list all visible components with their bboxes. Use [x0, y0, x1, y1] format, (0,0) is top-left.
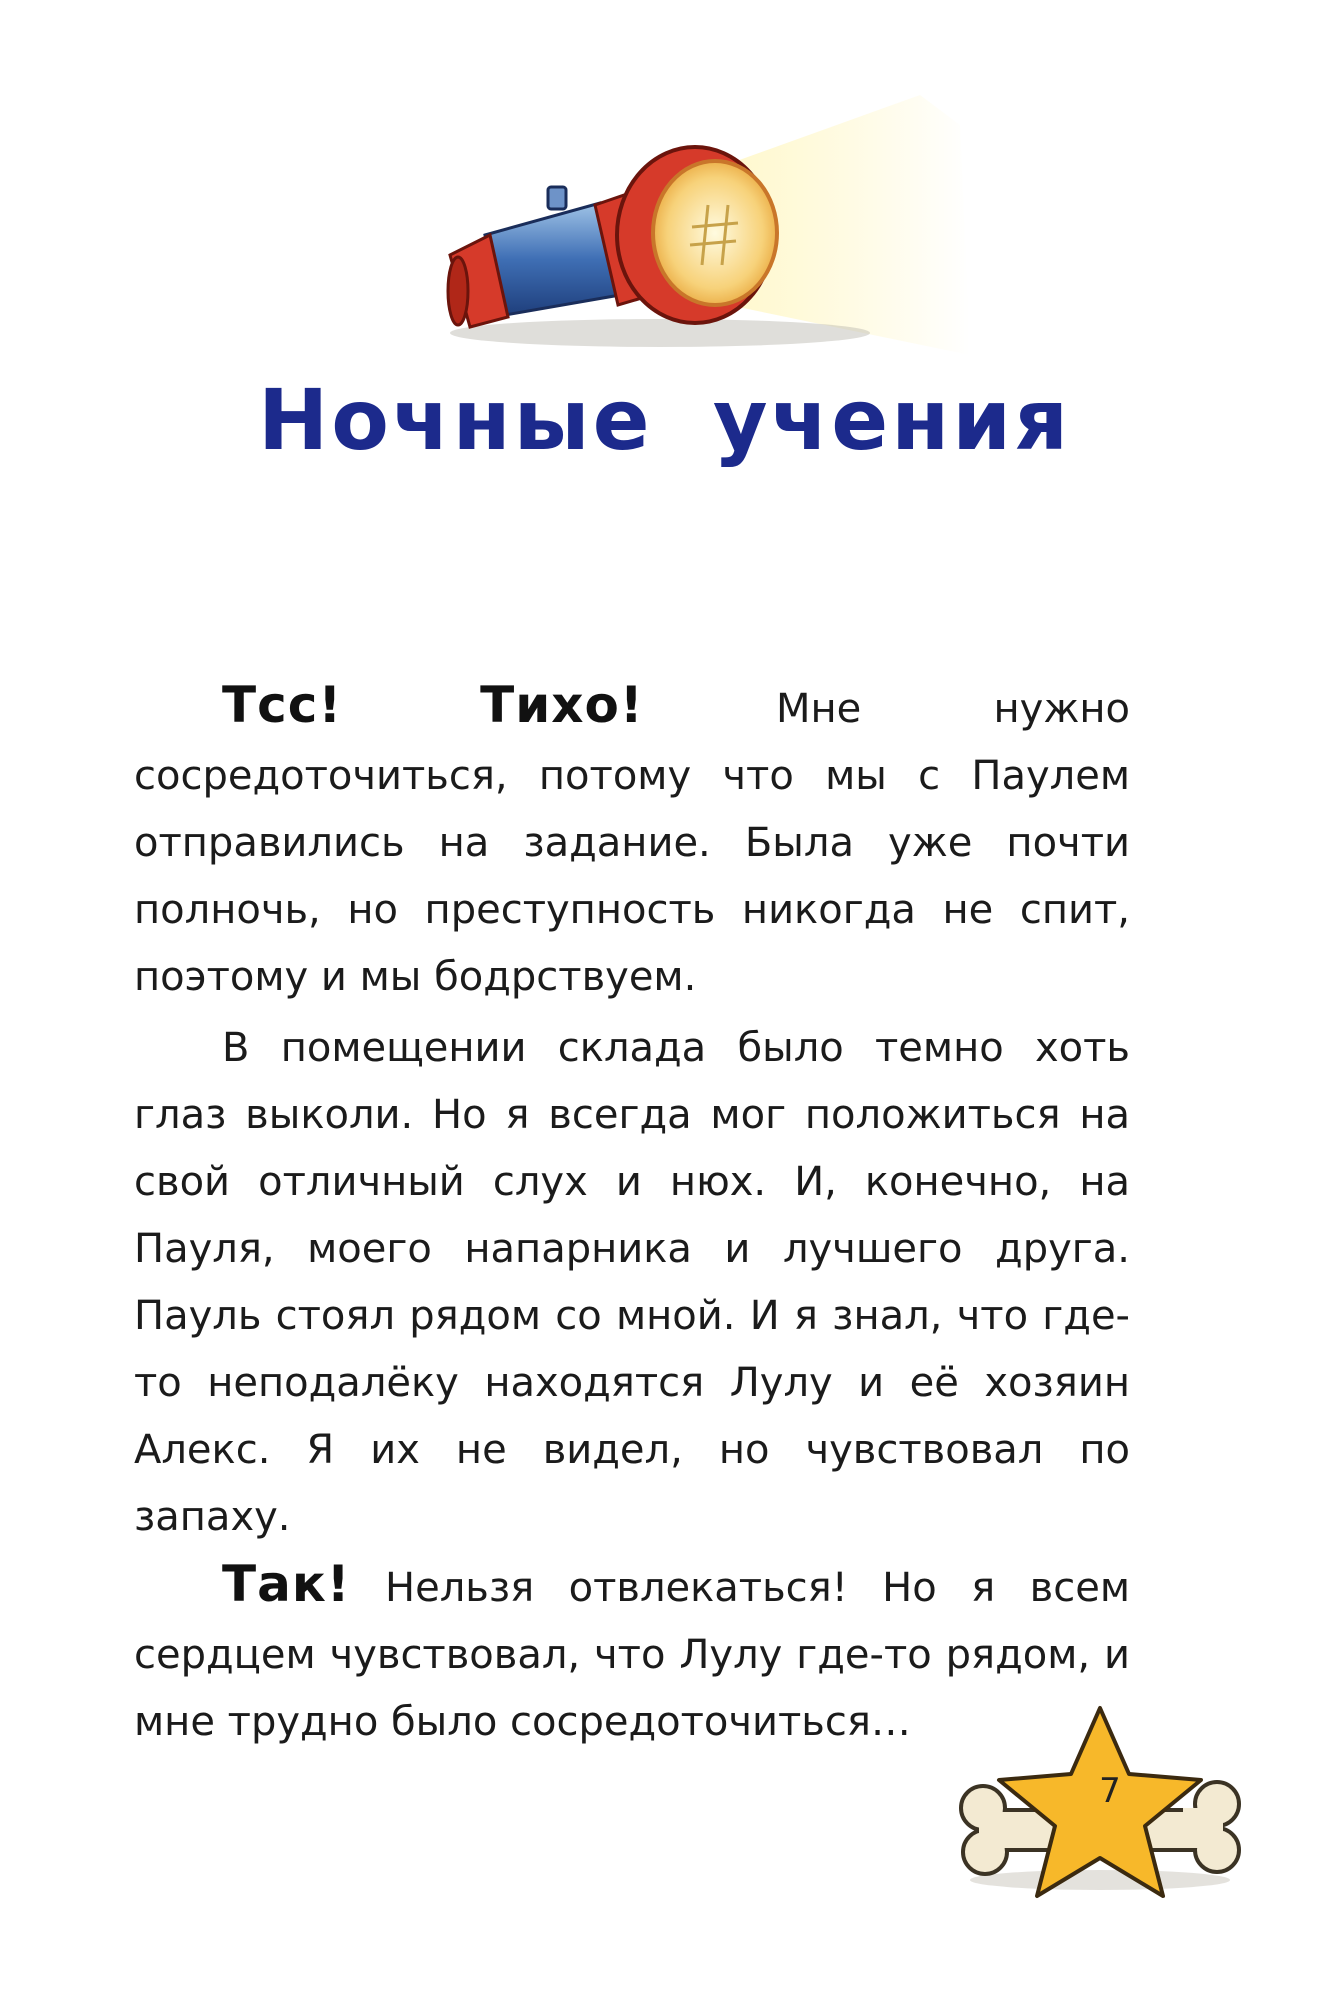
paragraph-text: Нельзя отвлекаться! Но я всем сердцем чувствовал, что Лулу где-то рядом, и мне трудно было сосредоточиться…: [134, 1565, 1130, 1745]
flashlight-icon: [430, 95, 970, 365]
chapter-title: Ночные учения: [257, 371, 1072, 469]
page-number: 7: [1099, 1771, 1121, 1811]
paragraph-text: Мне нужно сосредоточиться, потому что мы с Паулем отправились на задание. Была уже почти полночь, но преступность никогда не спит, поэтому и мы бодрствуем.: [134, 686, 1131, 1000]
paragraph: [134, 1011, 1130, 1551]
paragraph-lead: Тсс! Тихо!: [222, 676, 644, 734]
paragraph-text: В помещении склада было темно хоть глаз выколи. Но я всегда мог положиться на свой отличный слух и нюх. И, конечно, на Пауля, моего напарника и лучшего друга. Пауль стоял рядом со мной. И я знал, что где-то неподалёку находятся Лулу и её хозяин Алекс. Я их не видел, но чувствовал по запаху.: [134, 1025, 1130, 1540]
story-text: [134, 672, 1130, 1756]
paragraph: [134, 672, 1130, 1011]
paragraph-lead: Так!: [222, 1555, 351, 1613]
